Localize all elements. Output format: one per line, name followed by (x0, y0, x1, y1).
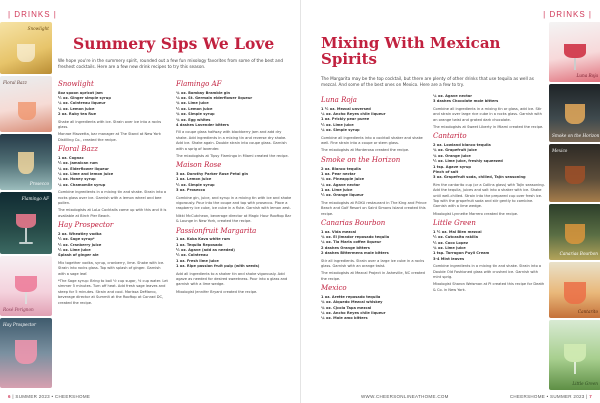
recipe-credit: Nikki McCutcheon, beverage director at Magic Hour Rooftop Bar & Lounge in New York, created the recipe. (176, 213, 292, 224)
recipe-column-1 (58, 78, 168, 390)
recipe-ingredients: 1 oz. Cognac ½ oz. Jamaican rum ¼ oz. Elderflower liqueur ¼ oz. Lime and lemon juice ¼ oz. Honey syrup ¼ oz. Chamomile syrup (58, 155, 114, 187)
page-title: Summery Sips We Love (73, 34, 275, 53)
photo-caption: Canarias Bourbon (559, 251, 598, 256)
recipe-mexico (321, 285, 427, 322)
photo-floral-bazz (0, 76, 52, 132)
recipe-method: Mix together vodka, syrup, cranberry, lime. Shake with ice. Strain into rocks glass. Top with splash of ginger. Garnish with a sage leaf. (58, 260, 165, 276)
recipe-ingredients: 3 oz. Dorothy Parker Rose Petal gin 1 oz. Lemon juice ½ oz. Simple syrup 3 oz. Prosecco (176, 172, 249, 193)
recipe-credit: Mixologist Sharon Weisman at Pi created this recipe for Death & Co. in New York. (433, 282, 545, 292)
photo-smoke (549, 84, 600, 142)
recipe-ingredients: 2 oz. Lowland blanco tequila ¾ oz. Grapefruit juice ¾ oz. Orange juice ½ oz. Lime juice, freshly squeezed 1 tsp. Agave syrup Pinch of salt 3 oz. Grapefruit soda, chilled, Tajín seasoning (433, 143, 526, 180)
recipe-title: Luna Roja (321, 96, 357, 104)
section-header: | DRINKS | (543, 10, 592, 19)
photo-caption: Rosé Perignon (3, 307, 34, 312)
recipe-method: The mixologists at ROKU restaurant in The King and Prince Beach and Golf Resort on Saint Simons Island created this recipe. (321, 200, 427, 216)
recipe-credit: The mixologists at Tipsy Flamingo in Miami created the recipe. (176, 153, 289, 158)
photo-caption: Luna Roja (576, 73, 598, 78)
recipe-column-1 (321, 94, 427, 390)
recipe-method: Add all ingredients to a shaker tin and shake vigorously. Add agave as needed for desired sweetness. Pour into a glass and garnish with a lime wedge. (176, 271, 288, 287)
footer-url: WWW.CHEERSONLINEATHOME.COM (361, 394, 449, 399)
recipe-flamingo-af (176, 81, 292, 159)
recipe-ingredients: ¼ oz. Agave nectar 3 dashes Chocolate mole bitters (433, 94, 499, 104)
recipe-floral-bazz (58, 146, 168, 219)
page-title: Mixing With Mexican Spirits (321, 34, 501, 68)
recipe-column-2 (176, 78, 292, 390)
recipe-ingredients: 1 ½ oz. Mezcal unversed ¼ oz. Ancho Reyes chile liqueur 1 oz. Prickly pear puree ½ oz. Lime juice ¼ oz. Simple syrup (321, 106, 386, 133)
recipe-ingredients: ¾ oz. Bombay Bramble gin ⅛ oz. St. Germain elderflower liqueur ¾ oz. Lime juice ½ oz. Lemon juice ¾ oz. Simple syrup ¾ oz. Egg whites 4 dashes Lavender bitters (176, 90, 253, 128)
recipe-credit: *The Sage syrup: Bring to boil ½ cup sugar, ½ cup water. Let simmer 5 minutes. Turn off heat. Add fresh sage leaves and steep for 5 minutes. Strain and cool. Marissa DeMarco, beverage director at Summit at the Rooftop at Conrad DC, created the recipe. (58, 279, 168, 305)
recipe-title: Smoke on the Horizon (321, 155, 401, 164)
section-header: | DRINKS | (8, 10, 57, 19)
recipe-hay-prospector (58, 222, 168, 306)
recipe-little-green (433, 220, 545, 293)
page-footer (8, 394, 90, 399)
recipe-ingredients: 2 oz. Blanco tequila 1 oz. Pear nectar ¾ oz. Pineapple juice ¼ oz. Agave nectar 1 oz. Lime juice ½ oz. Orange liqueur (321, 166, 365, 198)
recipe-method: Combine ingredients in a mixing tin and shake. Strain into a Double Old Fashioned glass with crushed ice. Garnish with mint sprig. (433, 264, 542, 279)
footer-text: CHEERSHOME • SUMMER 2023 | (509, 394, 588, 399)
photo-canarias (549, 204, 600, 260)
recipe-ingredients: 1 oz. Vida mezcal ¾ oz. El Jimador reposado tequila ¼ oz. Tia Maria coffee liqueur 2 dashes Orange bitters 2 dashes Bittermens mole bitters (321, 229, 390, 256)
page-footer (510, 394, 592, 399)
recipe-ingredients: 1 oz. Koka Kava white rum 1 oz. Tequila Reposado ½ oz. Agave (add as needed) ½ oz. Cointreau 1 oz. Fresh lime juice 1 oz. Ripe passion fruit pulp (with seeds) (176, 237, 260, 269)
photo-caption: Snowlight (27, 26, 49, 31)
photo-caption: Floral Bazz (3, 80, 27, 85)
photo-caption: Prosecco (29, 181, 49, 186)
recipe-credit: Monroe Mazzetta, bar manager at The Stand at New York Distilling Co., created the recipe. (58, 132, 161, 142)
recipe-title: Floral Bazz (58, 145, 98, 154)
recipe-mexico-cont (433, 94, 545, 130)
recipe-title: Canarias Bourbon (321, 219, 386, 228)
recipe-method: Combine gin, juice, and syrup in a mixing tin with ice and shake vigorously. Pour into the coupe and top with prosecco. Place a raspberry ice cube, ice cube in a flute. Garnish with lemon zest. (176, 195, 292, 211)
recipe-ingredients: 2 oz. Wheatley vodka ½ oz. Sage syrup* ½ oz. Cranberry juice ½ oz. Lime juice Splash of ginger ale (58, 231, 102, 258)
recipe-title: Passionfruit Margarita (176, 226, 257, 235)
recipe-cantarito (433, 133, 545, 217)
recipe-credit: The mixologists at Sweet Liberty in Miami created the recipe. (433, 124, 544, 129)
recipe-credit: The mixologists at Monterosa created the recipe. (321, 148, 410, 153)
recipe-maison-rose (176, 162, 292, 224)
photo-caption: Flamingo AF (21, 196, 49, 201)
recipe-ingredients: 1 oz. Arette reposado tequila ¾ oz. Alquedo Mezcal whiskey ¾ oz. Cjcola Tapa mezcal ¼ oz. Ancho Reyes chile liqueur ¼ oz. Mole amo bitters (321, 294, 386, 321)
recipe-title: Little Green (433, 219, 476, 228)
photo-little-green (549, 320, 600, 390)
footer-text: | SUMMER 2023 • CHEERSHOME (12, 394, 91, 399)
recipe-title: Flamingo AF (176, 80, 222, 88)
recipe-method: Combine all ingredients into a cocktail shaker and shake well. Fine strain into a coupe or stem glass. (321, 135, 423, 146)
photo-luna-roja (549, 22, 600, 82)
recipe-ingredients: 8oz spoon apricot jam ½ oz. Ginger simple syrup ¼ oz. Cointreau liqueur ¼ oz. Lemon juice 2 oz. Ruby tea Rue (58, 90, 111, 117)
intro-text: We hope you're in the summery spirit, rounded out a few fun mixology favorites from some of the best and freshest cocktails. Here are a few new drink recipes to try this season. (58, 58, 284, 70)
recipe-snowlight (58, 81, 168, 143)
recipe-canarias-bourbon (321, 220, 427, 282)
page-number: 6 (8, 394, 11, 399)
photo-caption: Cantarito (577, 309, 598, 314)
recipe-title: Snowlight (58, 80, 94, 88)
recipe-ingredients: 1 ½ oz. Mal Bien mezcal ½ oz. Cutcasita rakilla ½ oz. Coco Lopez ¾ oz. Lime juice 1 tsp. Tarragon Puyll Cream 3-4 Mint leaves (433, 229, 490, 261)
recipe-method: Stir all ingredients. Strain over a large ice cube in a rocks glass. Garnish with an orange twist. (321, 258, 425, 269)
intro-text: The Margarita may be the top cocktail, but there are plenty of other drinks that use tequila as well as mezcal. And some of the best ones on Mexico. Here are a few to try. (321, 76, 534, 88)
recipe-title: Mexico (321, 284, 347, 293)
photo-cantarito (549, 262, 600, 318)
recipe-credit: The mixologists at Mezcal Project in Asheville, NC created the recipe. (321, 271, 425, 281)
photo-caption: Smoke on the Horizon (552, 133, 600, 138)
photo-caption: Little Green (572, 381, 598, 386)
photo-rose (0, 256, 52, 316)
recipe-luna-roja (321, 97, 427, 154)
recipe-column-2 (433, 94, 545, 390)
right-page (300, 0, 600, 403)
recipe-method: Fill a coupe glass halfway with blackberry jam and add dry shake. Add ingredients in a mixing tin and reverse dry shake. Add ice. Shake again. Double strain into coupe glass. Garnish with a sprig of lavender. (176, 130, 287, 151)
recipe-method: Combine all ingredients in a mixing tin or glass, add ice. Stir and strain over large rice cube in a rocks glass. Garnish with an orange twist and grated dark chocolate. (433, 106, 542, 122)
photo-caption: Hay Prospector (3, 322, 37, 327)
photo-prosecco (0, 134, 52, 190)
recipe-credit: Mixologist Lynnette Marrero created the recipe. (433, 211, 519, 216)
photo-hay (0, 318, 52, 388)
page-number: 7 (589, 394, 592, 399)
recipe-credit: The mixologists at LoLo Cocktails came up with this and it is available at Birch Pier Beach. (58, 208, 167, 218)
photo-caption: Mexico (552, 148, 568, 153)
photo-mexico (549, 144, 600, 202)
recipe-title: Hay Prospector (58, 221, 114, 230)
recipe-title: Cantarito (433, 132, 467, 141)
photo-flamingo (0, 192, 52, 254)
photo-snowlight (0, 22, 52, 74)
recipe-title: Maison Rose (176, 161, 222, 170)
recipe-method: Shake all ingredients with ice. Strain over ice into a rocks glass. (58, 119, 162, 130)
recipe-passionfruit-margarita (176, 228, 292, 296)
recipe-credit: Mixologist Jennifer Bryant created the recipe. (176, 289, 258, 294)
recipe-method: Rim the cantarito cup (or a Collins glass) with Tajín seasoning. Add the tequila, juices and salt into a shaker with ice. Shake until well-chilled. Strain into the prepared cup over fresh ice. Top with the grapefruit soda and stir gently to combine. Garnish with a lime wedge. (433, 182, 545, 209)
recipe-smoke-on-the-horizon (321, 157, 427, 217)
recipe-method: Combine ingredients in a mixing tin and shake. Strain into a rocks glass over ice. Garnish with a lemon wheel and bee pollen. (58, 190, 167, 206)
